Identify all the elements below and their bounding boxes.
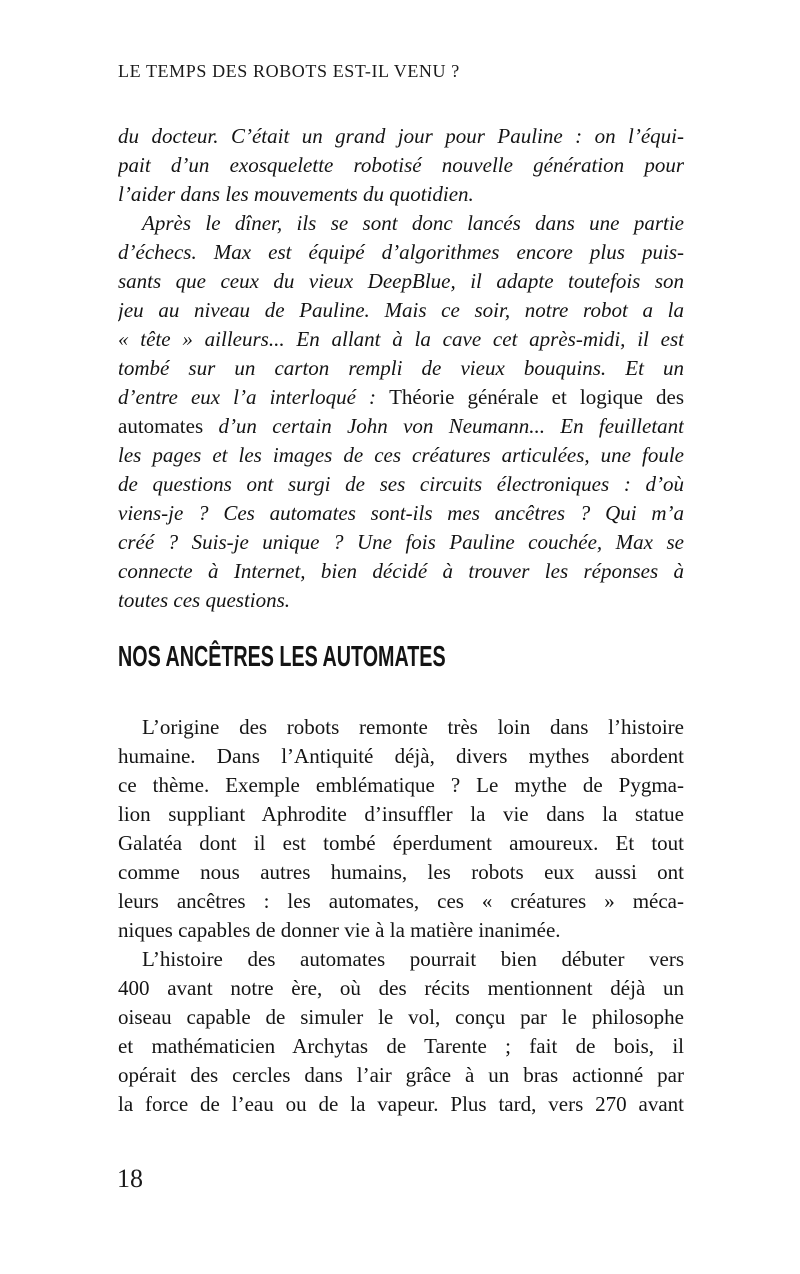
text-line: [118, 974, 684, 1003]
running-head: LE TEMPS DES ROBOTS EST-IL VENU ?: [118, 61, 460, 81]
text-line: [118, 858, 684, 887]
text-line: [118, 557, 684, 586]
text-line: [118, 887, 684, 916]
italic-text-segment: jeu au niveau de Pauline. Mais ce soir, notre robot a la: [118, 298, 684, 322]
roman-text-segment: L’origine des robots remonte très loin dans l’histoire: [142, 715, 684, 739]
text-line: [118, 1032, 684, 1061]
text-line: [118, 470, 684, 499]
roman-text-segment: 400 avant notre ère, où des récits mentionnent déjà un: [118, 976, 684, 1000]
italic-text-segment: pait d’un exosquelette robotisé nouvelle génération pour: [118, 153, 684, 177]
italic-text-segment: tombé sur un carton rempli de vieux bouquins. Et un: [118, 356, 684, 380]
section-heading: NOS ANCÊTRES LES AUTOMATES: [118, 641, 446, 673]
text-line: [118, 1090, 684, 1119]
text-line: [118, 1003, 684, 1032]
roman-text-segment: ce thème. Exemple emblématique ? Le mythe de Pygma-: [118, 773, 684, 797]
italic-text-segment: l’aider dans les mouvements du quotidien.: [118, 182, 474, 206]
italic-text-segment: créé ? Suis-je unique ? Une fois Pauline couchée, Max se: [118, 530, 684, 554]
text-line: [118, 412, 684, 441]
italic-text-segment: les pages et les images de ces créatures articulées, une foule: [118, 443, 684, 467]
roman-text-segment: L’histoire des automates pourrait bien débuter vers: [142, 947, 684, 971]
text-line: [118, 586, 684, 615]
text-line: [118, 829, 684, 858]
roman-text-segment: oiseau capable de simuler le vol, conçu par le philosophe: [118, 1005, 684, 1029]
text-line: [118, 441, 684, 470]
italic-text-segment: d’entre eux l’a interloqué :: [118, 385, 390, 409]
roman-text-segment: automates: [118, 414, 219, 438]
roman-text-segment: comme nous autres humains, les robots eux aussi ont: [118, 860, 684, 884]
roman-text-segment: la force de l’eau ou de la vapeur. Plus tard, vers 270 avant: [118, 1092, 684, 1116]
text-line: [118, 267, 684, 296]
roman-text-segment: Théorie générale et logique des: [389, 385, 684, 409]
italic-text-segment: de questions ont surgi de ses circuits électroniques : d’où: [118, 472, 684, 496]
text-line: [118, 528, 684, 557]
roman-text-segment: lion suppliant Aphrodite d’insuffler la vie dans la statue: [118, 802, 684, 826]
text-line: [118, 383, 684, 412]
text-line: [118, 916, 684, 945]
text-line: [118, 1061, 684, 1090]
italic-text-segment: sants que ceux du vieux DeepBlue, il adapte toutefois son: [118, 269, 684, 293]
intro-italic-block: [118, 122, 684, 615]
text-line: [118, 800, 684, 829]
text-line: [118, 238, 684, 267]
italic-text-segment: d’échecs. Max est équipé d’algorithmes encore plus puis-: [118, 240, 684, 264]
text-line: [118, 151, 684, 180]
text-line: [118, 325, 684, 354]
page-number: 18: [117, 1164, 143, 1193]
italic-text-segment: Après le dîner, ils se sont donc lancés dans une partie: [142, 211, 684, 235]
text-line: [118, 296, 684, 325]
italic-text-segment: toutes ces questions.: [118, 588, 291, 612]
italic-text-segment: viens-je ? Ces automates sont-ils mes ancêtres ? Qui m’a: [118, 501, 684, 525]
italic-text-segment: d’un certain John von Neumann... En feuilletant: [218, 414, 684, 438]
italic-text-segment: connecte à Internet, bien décidé à trouver les réponses à: [118, 559, 684, 583]
text-line: [118, 742, 684, 771]
roman-text-segment: niques capables de donner vie à la matière inanimée.: [118, 918, 561, 942]
text-line: [118, 771, 684, 800]
text-line: [118, 180, 684, 209]
text-line: [118, 945, 684, 974]
roman-text-segment: humaine. Dans l’Antiquité déjà, divers mythes abordent: [118, 744, 684, 768]
roman-text-segment: opérait des cercles dans l’air grâce à un bras actionné par: [118, 1063, 684, 1087]
italic-text-segment: « tête » ailleurs... En allant à la cave cet après-midi, il est: [118, 327, 684, 351]
text-line: [118, 209, 684, 238]
text-line: [118, 354, 684, 383]
italic-text-segment: du docteur. C’était un grand jour pour Pauline : on l’équi-: [118, 124, 684, 148]
text-line: [118, 122, 684, 151]
roman-text-segment: leurs ancêtres : les automates, ces « créatures » méca-: [118, 889, 684, 913]
roman-text-segment: Galatéa dont il est tombé éperdument amoureux. Et tout: [118, 831, 684, 855]
roman-text-segment: et mathématicien Archytas de Tarente ; fait de bois, il: [118, 1034, 684, 1058]
text-line: [118, 499, 684, 528]
text-line: [118, 713, 684, 742]
main-text-block: [118, 713, 684, 1119]
